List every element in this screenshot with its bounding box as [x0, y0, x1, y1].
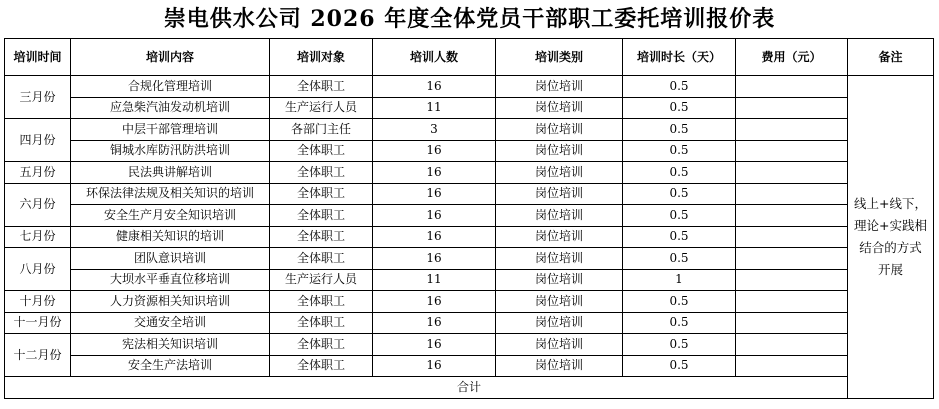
content-cell: 应急柴汽油发动机培训: [71, 97, 270, 119]
target-cell: 全体职工: [270, 162, 373, 184]
target-cell: 全体职工: [270, 205, 373, 227]
target-cell: 各部门主任: [270, 119, 373, 141]
fee-cell[interactable]: [736, 183, 848, 205]
duration-cell: 0.5: [623, 162, 736, 184]
table-row: [5, 140, 934, 162]
table-row: [5, 334, 934, 356]
target-cell: 全体职工: [270, 334, 373, 356]
category-cell: 岗位培训: [496, 226, 623, 248]
count-cell: 16: [373, 140, 496, 162]
content-cell: 安全生产法培训: [71, 355, 270, 377]
target-cell: 全体职工: [270, 140, 373, 162]
header-remark: 备注: [848, 39, 934, 76]
target-cell: 全体职工: [270, 183, 373, 205]
category-cell: 岗位培训: [496, 162, 623, 184]
fee-cell[interactable]: [736, 291, 848, 313]
month-cell: 十二月份: [5, 334, 71, 377]
category-cell: 岗位培训: [496, 248, 623, 270]
month-cell: 八月份: [5, 248, 71, 291]
count-cell: 16: [373, 226, 496, 248]
content-cell: 交通安全培训: [71, 312, 270, 334]
month-cell: 七月份: [5, 226, 71, 248]
count-cell: 3: [373, 119, 496, 141]
duration-cell: 0.5: [623, 312, 736, 334]
category-cell: 岗位培训: [496, 97, 623, 119]
month-cell: 六月份: [5, 183, 71, 226]
table-row: [5, 162, 934, 184]
content-cell: 环保法律法规及相关知识的培训: [71, 183, 270, 205]
target-cell: 生产运行人员: [270, 97, 373, 119]
category-cell: 岗位培训: [496, 269, 623, 291]
page-title: 崇电供水公司 2026 年度全体党员干部职工委托培训报价表: [163, 6, 776, 32]
content-cell: 铜城水库防汛防洪培训: [71, 140, 270, 162]
total-cell: 合计: [5, 377, 934, 399]
count-cell: 16: [373, 183, 496, 205]
target-cell: 生产运行人员: [270, 269, 373, 291]
header-time: 培训时间: [5, 39, 71, 76]
category-cell: 岗位培训: [496, 334, 623, 356]
header-count: 培训人数: [373, 39, 496, 76]
table-row: [5, 269, 934, 291]
target-cell: 全体职工: [270, 248, 373, 270]
category-cell: 岗位培训: [496, 76, 623, 98]
content-cell: 安全生产月安全知识培训: [71, 205, 270, 227]
remark-cell: 线上+线下，理论+实践相结合的方式开展: [848, 76, 934, 399]
category-cell: 岗位培训: [496, 355, 623, 377]
month-cell: 三月份: [5, 76, 71, 119]
fee-cell[interactable]: [736, 334, 848, 356]
count-cell: 16: [373, 76, 496, 98]
table-row: [5, 183, 934, 205]
category-cell: 岗位培训: [496, 291, 623, 313]
training-quote-table: [4, 38, 934, 399]
duration-cell: 0.5: [623, 334, 736, 356]
duration-cell: 0.5: [623, 183, 736, 205]
count-cell: 16: [373, 162, 496, 184]
duration-cell: 0.5: [623, 140, 736, 162]
month-cell: 五月份: [5, 162, 71, 184]
table-row: [5, 248, 934, 270]
duration-cell: 0.5: [623, 205, 736, 227]
category-cell: 岗位培训: [496, 312, 623, 334]
fee-cell[interactable]: [736, 312, 848, 334]
duration-cell: 0.5: [623, 291, 736, 313]
content-cell: 中层干部管理培训: [71, 119, 270, 141]
header-row: [5, 39, 934, 76]
duration-cell: 0.5: [623, 119, 736, 141]
table-row: [5, 76, 934, 98]
target-cell: 全体职工: [270, 76, 373, 98]
content-cell: 人力资源相关知识培训: [71, 291, 270, 313]
fee-cell[interactable]: [736, 162, 848, 184]
table-row: [5, 205, 934, 227]
duration-cell: 1: [623, 269, 736, 291]
target-cell: 全体职工: [270, 312, 373, 334]
content-cell: 民法典讲解培训: [71, 162, 270, 184]
header-category: 培训类别: [496, 39, 623, 76]
count-cell: 16: [373, 355, 496, 377]
count-cell: 16: [373, 248, 496, 270]
fee-cell[interactable]: [736, 248, 848, 270]
month-cell: 十月份: [5, 291, 71, 313]
month-cell: 十一月份: [5, 312, 71, 334]
fee-cell[interactable]: [736, 97, 848, 119]
fee-cell[interactable]: [736, 355, 848, 377]
header-duration: 培训时长（天）: [623, 39, 736, 76]
table-row: [5, 291, 934, 313]
target-cell: 全体职工: [270, 291, 373, 313]
target-cell: 全体职工: [270, 355, 373, 377]
duration-cell: 0.5: [623, 226, 736, 248]
count-cell: 16: [373, 312, 496, 334]
content-cell: 宪法相关知识培训: [71, 334, 270, 356]
duration-cell: 0.5: [623, 97, 736, 119]
count-cell: 16: [373, 291, 496, 313]
count-cell: 11: [373, 269, 496, 291]
header-fee: 费用（元）: [736, 39, 848, 76]
target-cell: 全体职工: [270, 226, 373, 248]
fee-cell[interactable]: [736, 226, 848, 248]
content-cell: 大坝水平垂直位移培训: [71, 269, 270, 291]
count-cell: 11: [373, 97, 496, 119]
table-row: [5, 226, 934, 248]
content-cell: 健康相关知识的培训: [71, 226, 270, 248]
table-row: [5, 97, 934, 119]
table-row: [5, 119, 934, 141]
duration-cell: 0.5: [623, 355, 736, 377]
month-cell: 四月份: [5, 119, 71, 162]
fee-cell[interactable]: [736, 140, 848, 162]
category-cell: 岗位培训: [496, 183, 623, 205]
category-cell: 岗位培训: [496, 140, 623, 162]
content-cell: 合规化管理培训: [71, 76, 270, 98]
duration-cell: 0.5: [623, 248, 736, 270]
header-target: 培训对象: [270, 39, 373, 76]
category-cell: 岗位培训: [496, 119, 623, 141]
count-cell: 16: [373, 334, 496, 356]
header-content: 培训内容: [71, 39, 270, 76]
fee-cell[interactable]: [736, 205, 848, 227]
duration-cell: 0.5: [623, 76, 736, 98]
count-cell: 16: [373, 205, 496, 227]
fee-cell[interactable]: [736, 119, 848, 141]
fee-cell[interactable]: [736, 269, 848, 291]
total-row: [5, 377, 934, 399]
content-cell: 团队意识培训: [71, 248, 270, 270]
table-row: [5, 355, 934, 377]
table-row: [5, 312, 934, 334]
fee-cell[interactable]: [736, 76, 848, 98]
category-cell: 岗位培训: [496, 205, 623, 227]
